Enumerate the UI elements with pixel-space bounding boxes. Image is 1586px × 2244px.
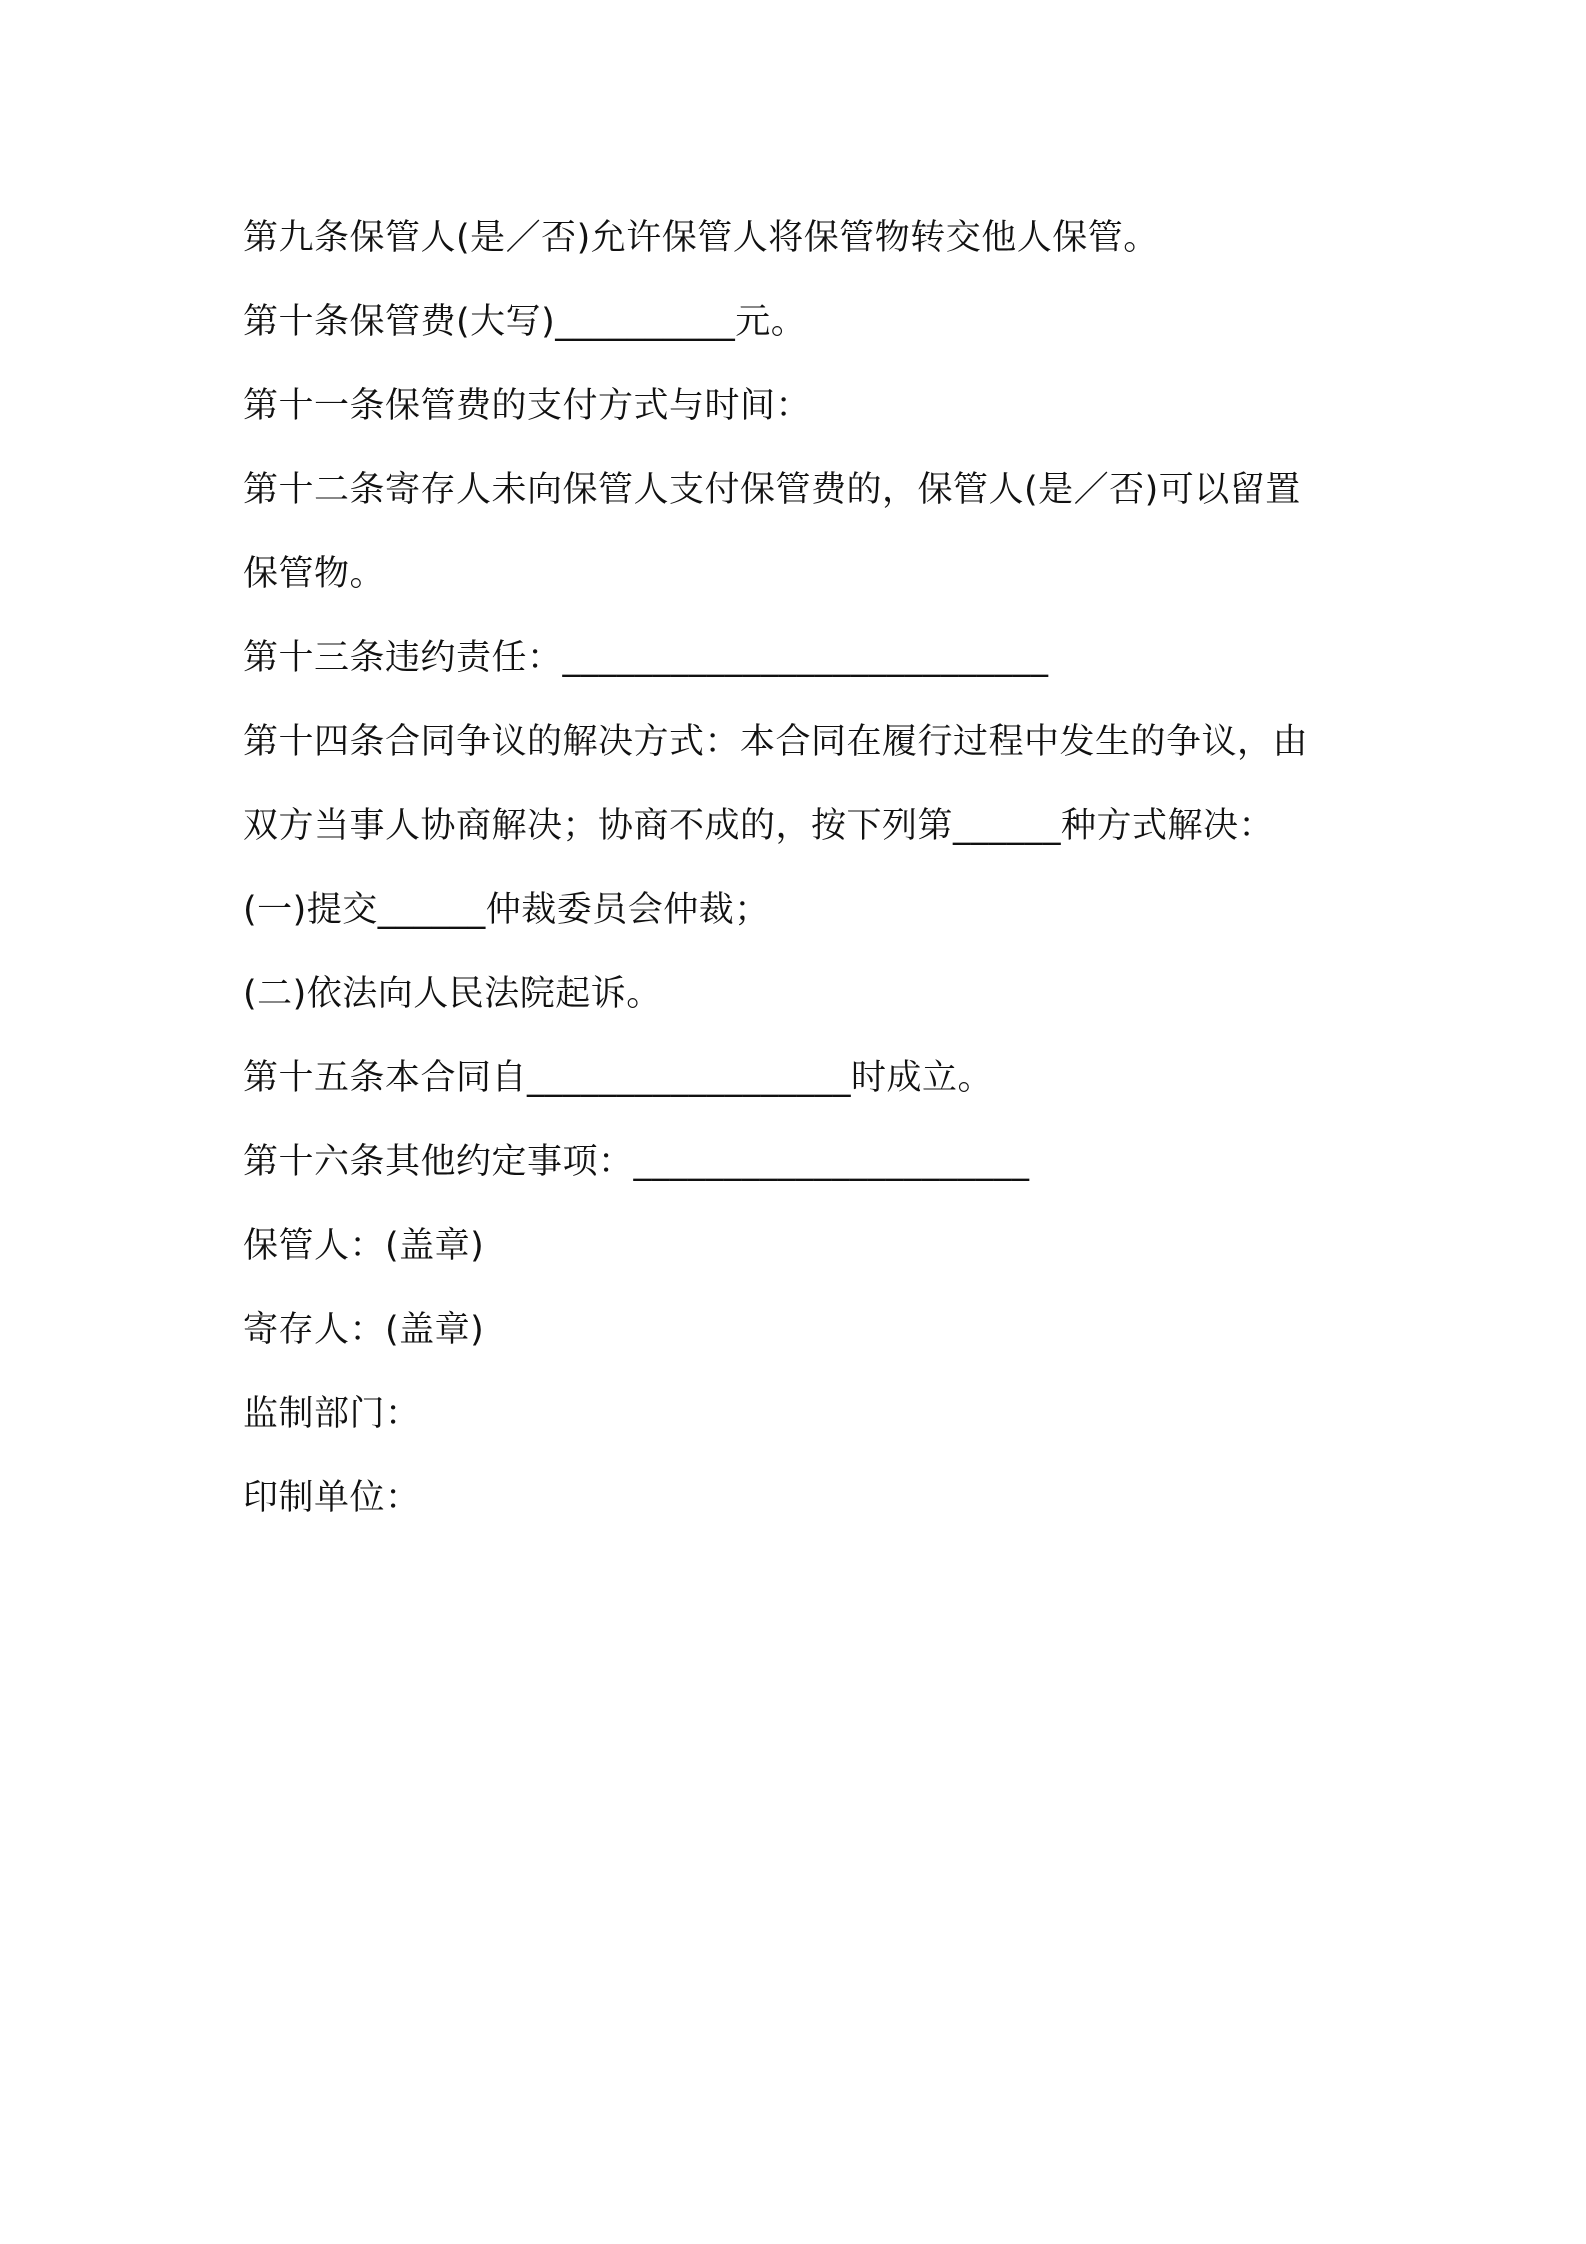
- document-body: [243, 196, 1363, 1540]
- supervising-department: 监制部门：: [243, 1394, 421, 1434]
- clause-14-line-2: 双方当事人协商解决；协商不成的，按下列第______种方式解决：: [243, 806, 1275, 846]
- clause-11: 第十一条保管费的支付方式与时间：: [243, 386, 812, 426]
- clause-9: 第九条保管人(是／否)允许保管人将保管物转交他人保管。: [243, 218, 1159, 258]
- clause-13: 第十三条违约责任：___________________________: [243, 638, 1049, 678]
- clause-14-line-1: 第十四条合同争议的解决方式：本合同在履行过程中发生的争议，由: [243, 722, 1309, 762]
- clause-15: 第十五条本合同自__________________时成立。: [243, 1058, 994, 1098]
- printing-unit: 印制单位：: [243, 1478, 421, 1518]
- clause-12-line-2: 保管物。: [243, 554, 386, 594]
- clause-14-option-1: (一)提交______仲裁委员会仲裁；: [243, 890, 770, 930]
- clause-12-line-1: 第十二条寄存人未向保管人支付保管费的，保管人(是／否)可以留置: [243, 470, 1301, 510]
- signature-custodian: 保管人：(盖章): [243, 1226, 485, 1266]
- clause-14-option-2: (二)依法向人民法院起诉。: [243, 974, 662, 1014]
- clause-10: 第十条保管费(大写)__________元。: [243, 302, 807, 342]
- signature-depositor: 寄存人：(盖章): [243, 1310, 485, 1350]
- clause-16: 第十六条其他约定事项：______________________: [243, 1142, 1030, 1182]
